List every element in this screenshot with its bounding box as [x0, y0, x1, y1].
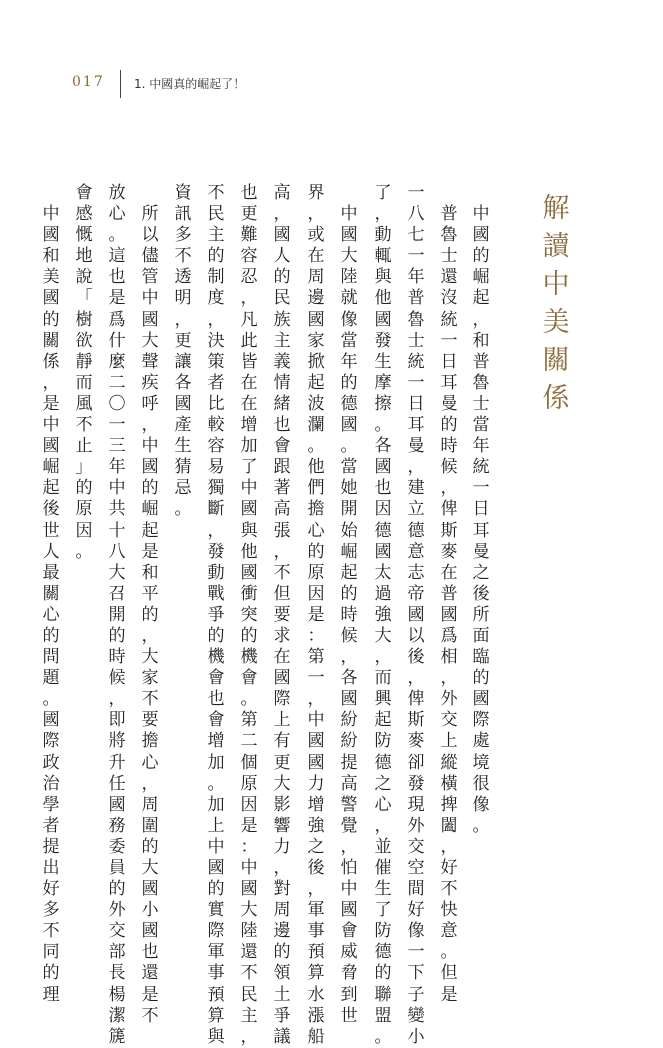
text-column: 高 ， 國 人 的 民 族 主 義 情 緒 也 會 跟 著 高 張 ， 不 但 要 求 在 國 際 上 有 更 大 影 響 力 ， 對 周 邊 的 領 土 爭 議 — [273, 183, 291, 1047]
text-column: 放 心 。 這 也 是 爲 什 麼 二 〇 一 三 年 中 共 十 八 大 召 開 的 時 候 ， 即 將 升 任 國 務 委 員 的 外 交 部 長 楊 潔 篪 — [108, 183, 126, 1047]
text-column: 不 民 主 的 制 度 ， 決 策 者 比 較 容 易 獨 斷 ， 發 動 戰 爭 的 機 會 也 會 增 加 。 加 上 中 國 的 實 際 軍 事 預 算 與 — [207, 183, 225, 1047]
page-number: 017 — [72, 74, 105, 90]
header-divider — [120, 70, 121, 98]
text-column: 了 ， 動 輒 與 他 國 發 生 摩 擦 。 各 國 也 因 德 國 太 過 強 大 ， 而 興 起 防 德 之 心 ， 並 催 生 了 防 德 的 聯 盟 。 — [374, 183, 392, 1047]
chapter-title: 1. 中國真的崛起了！ — [134, 77, 246, 91]
text-column: 界 ， 或 在 周 邊 國 家 掀 起 波 瀾 。 他 們 擔 心 的 原 因 是 ： 第 一 ， 中 國 國 力 增 強 之 後 ， 軍 事 預 算 水 漲 船 — [307, 183, 325, 1047]
section-title: 解 讀 中 美 關 係 — [542, 193, 570, 414]
text-column: 中 國 大 陸 就 像 當 年 的 德 國 。 當 她 開 始 崛 起 的 時 候 ， 各 國 紛 紛 提 高 警 覺 ， 怕 中 國 會 威 脅 到 世 — [340, 204, 358, 1026]
text-column: 中 國 和 美 國 的 關 係 ， 是 中 國 崛 起 後 世 人 最 關 心 的 問 題 。 國 際 政 治 學 者 提 出 好 多 不 同 的 理 — [42, 204, 60, 1005]
text-column: 所 以 儘 管 中 國 大 聲 疾 呼 ， 中 國 的 崛 起 是 和 平 的 ， 大 家 不 要 擔 心 ， 周 圍 的 大 國 小 國 也 還 是 不 — [141, 204, 159, 1026]
text-column: 會 感 慨 地 說 「 樹 欲 靜 而 風 不 止 」 的 原 因 。 — [75, 183, 93, 562]
text-column: 普 魯 士 還 沒 統 一 日 耳 曼 的 時 候 ， 俾 斯 麥 在 普 國 爲 相 ， 外 交 上 縱 橫 捭 闔 ， 好 不 快 意 。 但 是 — [440, 204, 458, 1005]
text-column: 也 更 難 容 忍 ， 凡 此 皆 在 在 增 加 了 中 國 與 他 國 衝 突 的 機 會 。 第 二 個 原 因 是 ： 中 國 大 陸 還 不 民 主 ， — [240, 183, 258, 1047]
text-column: 中 國 的 崛 起 ， 和 普 魯 士 當 年 統 一 日 耳 曼 之 後 所 面 臨 的 國 際 處 境 很 像 。 — [472, 204, 490, 836]
text-column: 一 八 七 一 年 普 魯 士 統 一 日 耳 曼 ， 建 立 德 意 志 帝 國 以 後 ， 俾 斯 麥 卻 發 現 外 交 空 間 好 像 一 下 子 變 小 — [407, 183, 425, 1047]
text-column: 資 訊 多 不 透 明 ， 更 讓 各 國 產 生 猜 忌 。 — [174, 183, 192, 520]
